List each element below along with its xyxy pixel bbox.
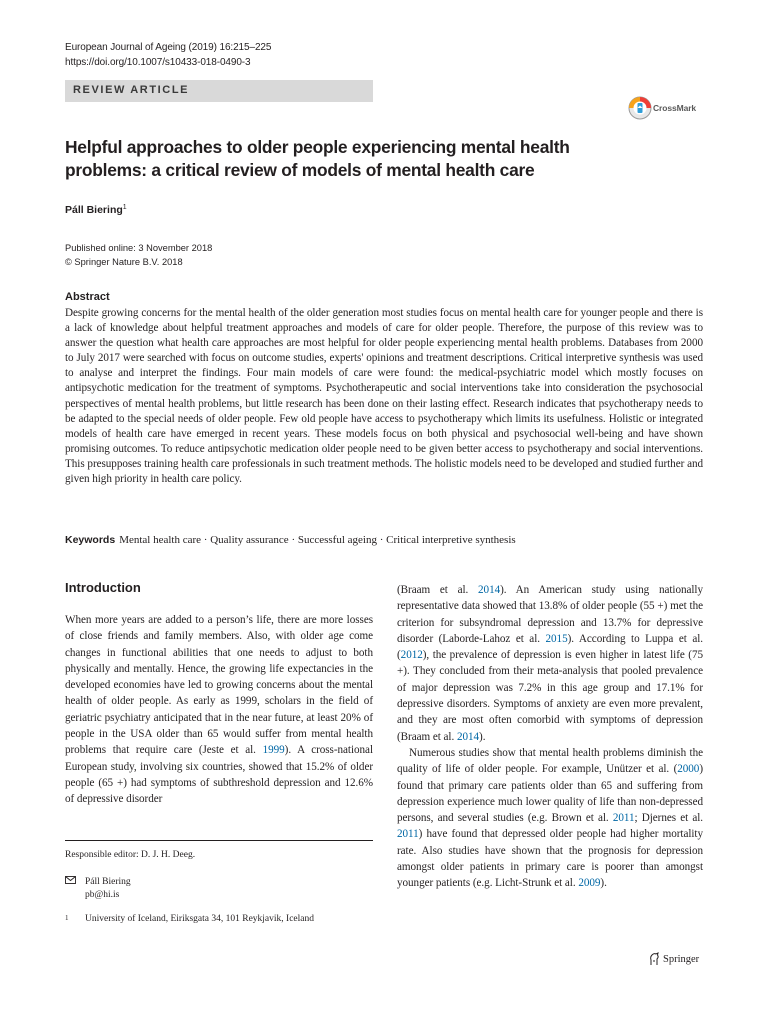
journal-citation: European Journal of Ageing (2019) 16:215–225	[65, 42, 272, 53]
contact-block	[65, 876, 131, 902]
contact-name: Páll Biering	[85, 877, 131, 887]
keywords-list: Mental health care · Quality assurance · Successful ageing · Critical interpretive synthesis	[119, 534, 516, 546]
keywords-label: Keywords	[65, 534, 116, 546]
affiliation-number: 1	[65, 914, 69, 922]
author-name[interactable]: Páll Biering	[65, 204, 123, 216]
abstract-text: Despite growing concerns for the mental health of the older generation most studies focus on mental health care for younger people and there is a lack of knowledge about helpful treatment approaches and models of care for older people. Therefore, the purpose of this review was to answer the question what health care approaches are most helpful for older people experiencing mental health problems. Databases from 2000 to July 2017 were searched with focus on outcome studies, experts' opinions and treatment descriptions. Critical interpretive synthesis was used to analyse and interpret the findings. Four main models of care were found: the medical-psychiatric model which mostly focuses on antipsychotic medication for the treatment of symptoms. Psychotherapeutic and social interventions take into consideration the psychosocial perspectives of mental health problems, but little research has been done on their lasting effect. Research indicates that psychotherapy needs to be adapted to the special needs of older people. Few old people have access to psychotherapy which limits its usefulness. Holistic or integrated models of health care have emerged in recent years. These models focus on both physical and psychosocial well-being and have shown promising outcomes. To reduce antipsychotic medication older people need to be given better access to psychotherapy and social interventions. This presupposes training health care professionals in such treatment methods. The holistic models need to be developed and studied further and given high priority in health care policy.	[65, 307, 703, 486]
contact-email[interactable]: pb@hi.is	[85, 890, 120, 900]
right-column	[397, 582, 703, 892]
keywords-line	[65, 534, 516, 546]
crossmark-label: CrossMark	[653, 103, 697, 113]
article-type-banner	[65, 80, 373, 102]
published-date: Published online: 3 November 2018	[65, 243, 213, 253]
intro-paragraph: When more years are added to a person’s life, there are more losses of close friends and family members. Also, with older age come changes in functional abilities that one needs to adjust to both physically and mentally. Hence, the growing life expectancies in the developed economies have led to growing concerns about the mental health of older people. As early as 1999, scholars in the field of geriatric psychiatry anticipated that in the near future, at least 20% of people in the USA older than 65 would suffer from mental health problems that require care (Jeste et al. 1999). A cross-national European study, involving six countries, showed that 15.2% of older people (65 +) had symptoms of subthreshold depression and 12.6% of depressive disorder	[65, 614, 373, 806]
introduction-heading: Introduction	[65, 580, 141, 595]
footnote-divider	[65, 840, 373, 841]
envelope-icon	[65, 876, 85, 902]
author-affiliation-mark: 1	[122, 204, 127, 211]
citation-link[interactable]: 2012	[400, 649, 423, 662]
abstract-heading: Abstract	[65, 291, 110, 303]
crossmark-icon	[628, 96, 652, 120]
author-line	[65, 204, 127, 216]
publisher-name: Springer	[663, 953, 700, 965]
publication-info	[65, 241, 212, 269]
springer-horse-icon	[648, 952, 660, 966]
responsible-editor: Responsible editor: D. J. H. Deeg.	[65, 850, 196, 860]
article-title: Helpful approaches to older people experiencing mental health problems: a critical review of models of mental health care	[65, 137, 570, 180]
citation-link[interactable]: 2000	[677, 763, 700, 776]
citation-link[interactable]: 2014	[478, 584, 501, 596]
citation-link[interactable]: 2009	[578, 877, 601, 890]
publisher-footer	[648, 952, 699, 966]
citation-link[interactable]: 2014	[456, 730, 480, 743]
intro-paragraph: Numerous studies show that mental health problems diminish the quality of life of older people. For example, Unützer et al. (2000) found that primary care patients older than 65 and suffering from depression experience much lower quality of life than non-depressed persons, and several studies (e.g. Brown et al. 2011; Djernes et al. 2011) have found that depressed older people had higher mortality rate. Also studies have shown that the prognosis for depression amongst older patients in primary care is poorer than amongst younger patients (e.g. Licht-Strunk et al. 2009).	[397, 746, 703, 890]
left-column	[65, 612, 373, 808]
citation-link[interactable]: 1999	[262, 744, 285, 757]
citation-link[interactable]: 2011	[397, 828, 419, 841]
intro-paragraph: (Braam et al. 2014). An American study using nationally representative data showed that 13.8% of older people (55 +) met the criterion for subsyndromal depression and 13.7% for depressive disorder (Laborde-Lahoz et al. 2015). According to Luppa et al. (2012), the prevalence of depression is even higher in latest life (75 +). They concluded from their meta-analysis that pooled prevalence of major depression was 7.2% in this age group and 17.1% for depressive disorders. Symptoms of anxiety are even more prevalent, and they are most often comorbid with symptoms of depression (Braam et al. 2014).	[397, 584, 703, 743]
citation-link[interactable]: 2015	[545, 632, 568, 645]
affiliation-text: University of Iceland, Eiriksgata 34, 101 Reykjavik, Iceland	[85, 914, 314, 924]
doi-link[interactable]: https://doi.org/10.1007/s10433-018-0490-3	[65, 57, 251, 68]
article-type-label: REVIEW ARTICLE	[73, 84, 190, 96]
journal-header	[65, 40, 271, 70]
copyright: © Springer Nature B.V. 2018	[65, 257, 183, 267]
crossmark-badge[interactable]	[628, 95, 696, 121]
affiliation-block	[65, 914, 314, 924]
citation-link[interactable]: 2011	[612, 812, 635, 825]
